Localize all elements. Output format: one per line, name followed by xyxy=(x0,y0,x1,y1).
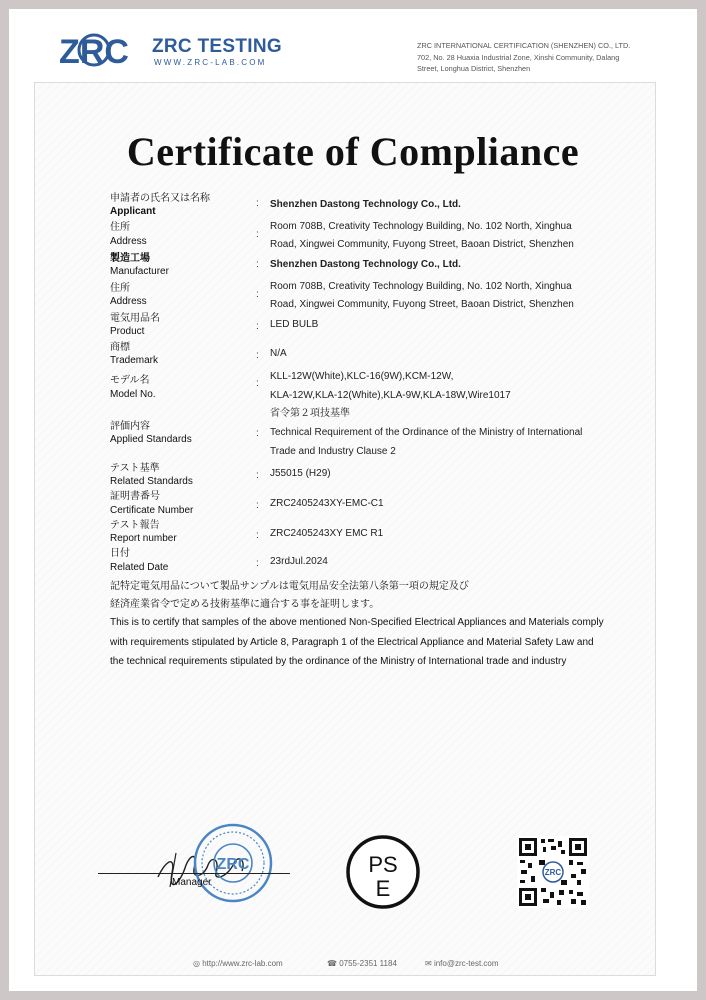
value: Shenzhen Dastong Technology Co., Ltd. xyxy=(270,259,461,270)
value-line: Trade and Industry Clause 2 xyxy=(270,446,396,457)
label-jp: 日付 xyxy=(110,548,130,559)
label-en: Address xyxy=(110,296,147,307)
statement-jp xyxy=(110,578,469,614)
label-jp: 住所 xyxy=(110,222,130,233)
value-line: 省令第２項技基準 xyxy=(270,408,350,419)
qr-code[interactable] xyxy=(517,836,589,908)
label-en: Certificate Number xyxy=(110,505,194,516)
footer-phone-text: 0755-2351 1184 xyxy=(339,959,397,968)
label-jp: モデル名 xyxy=(110,375,150,386)
value-line: Road, Xingwei Community, Fuyong Street, Baoan District, Shenzhen xyxy=(270,239,574,250)
colon: : xyxy=(256,289,259,300)
label-jp: 証明書番号 xyxy=(110,491,160,502)
colon: : xyxy=(256,500,259,511)
brand-name: ZRC TESTING xyxy=(152,36,282,57)
value-line: Room 708B, Creativity Technology Building, No. 102 North, Xinghua xyxy=(270,281,572,292)
value-line: Room 708B, Creativity Technology Building, No. 102 North, Xinghua xyxy=(270,221,572,232)
label-en: Related Date xyxy=(110,562,169,573)
footer-email-text: info@zrc-test.com xyxy=(433,959,499,968)
value: ZRC2405243XY-EMC-C1 xyxy=(270,498,384,509)
colon: : xyxy=(256,350,259,361)
label-jp: 評価内容 xyxy=(110,421,150,432)
value: 23rdJul.2024 xyxy=(270,556,328,567)
company-info xyxy=(417,40,667,75)
qr-center-text: ZRC xyxy=(544,868,562,877)
label-en: Related Standards xyxy=(110,476,193,487)
value-line: Technical Requirement of the Ordinance of the Ministry of International xyxy=(270,427,583,438)
zrc-logo xyxy=(44,25,144,75)
label-jp: テスト報告 xyxy=(110,520,160,531)
label-en: Product xyxy=(110,326,145,337)
logo-text: ZRC xyxy=(59,33,129,71)
colon: : xyxy=(256,259,259,270)
value: Shenzhen Dastong Technology Co., Ltd. xyxy=(270,199,461,210)
label-en: Manufacturer xyxy=(110,266,169,277)
value: J55015 (H29) xyxy=(270,468,331,479)
certificate-title: Certificate of Compliance xyxy=(126,129,580,174)
footer-website[interactable] xyxy=(193,959,283,968)
globe-icon: ◎ xyxy=(193,959,200,968)
label-jp: 電気用品名 xyxy=(110,313,160,324)
label-en: Model No. xyxy=(110,389,156,400)
signature-role: Manager xyxy=(172,877,212,888)
signature-line xyxy=(98,873,290,874)
value: ZRC2405243XY EMC R1 xyxy=(270,528,384,539)
value: N/A xyxy=(270,348,287,359)
label-jp: 住所 xyxy=(110,283,130,294)
label-en: Trademark xyxy=(110,355,158,366)
value: LED BULB xyxy=(270,319,319,330)
label-jp: 製造工場 xyxy=(110,253,150,264)
label-jp: テスト基準 xyxy=(110,463,160,474)
pse-bottom-text: E xyxy=(375,876,391,901)
company-line: Street, Longhua District, Shenzhen xyxy=(417,64,531,73)
label-en: Report number xyxy=(110,533,177,544)
colon: : xyxy=(256,428,259,439)
label-jp: 申請者の氏名又は名称 xyxy=(110,193,210,204)
stamp-text: ZRC xyxy=(216,856,250,873)
colon: : xyxy=(256,530,259,541)
mail-icon: ✉ xyxy=(425,959,432,968)
label-en: Address xyxy=(110,236,147,247)
statement-jp-line: 記特定電気用品について製品サンプルは電気用品安全法第八条第一項の規定及び xyxy=(110,581,469,592)
colon: : xyxy=(256,229,259,240)
statement-jp-line: 経済産業省令で定める技術基準に適合する事を証明します。 xyxy=(110,599,380,610)
colon: : xyxy=(256,378,259,389)
statement-en: This is to certify that samples of the above mentioned Non-Specified Electrical Appliances and Materials comply with requirements stipulated by Article 8, Paragraph 1 of the Electrical Appliance and Material Safety Law and the technical requirements stipulated by the ordinance of the Ministry of International trade and industry xyxy=(110,617,604,667)
phone-icon: ☎ xyxy=(327,959,337,968)
colon: : xyxy=(256,198,259,209)
label-en: Applicant xyxy=(110,206,156,217)
label-jp: 商標 xyxy=(110,342,130,353)
label-en: Applied Standards xyxy=(110,434,192,445)
colon: : xyxy=(256,470,259,481)
footer-email[interactable] xyxy=(425,959,499,968)
value-line: Road, Xingwei Community, Fuyong Street, Baoan District, Shenzhen xyxy=(270,299,574,310)
company-stamp xyxy=(192,822,274,904)
pse-top-text: PS xyxy=(368,852,398,877)
company-line: 702, No. 28 Huaxia Industrial Zone, Xinshi Community, Dalang xyxy=(417,52,620,62)
company-line: ZRC INTERNATIONAL CERTIFICATION (SHENZHEN) CO., LTD. xyxy=(417,41,631,50)
value-line: KLL-12W(White),KLC-16(9W),KCM-12W, xyxy=(270,371,454,382)
footer-phone[interactable] xyxy=(327,959,397,968)
colon: : xyxy=(256,321,259,332)
pse-mark xyxy=(345,834,421,910)
value-line: KLA-12W,KLA-12(White),KLA-9W,KLA-18W,Wire1017 xyxy=(270,390,511,401)
colon: : xyxy=(256,558,259,569)
footer-website-text: http://www.zrc-lab.com xyxy=(202,959,283,968)
brand-website[interactable]: WWW.ZRC-LAB.COM xyxy=(154,58,267,67)
